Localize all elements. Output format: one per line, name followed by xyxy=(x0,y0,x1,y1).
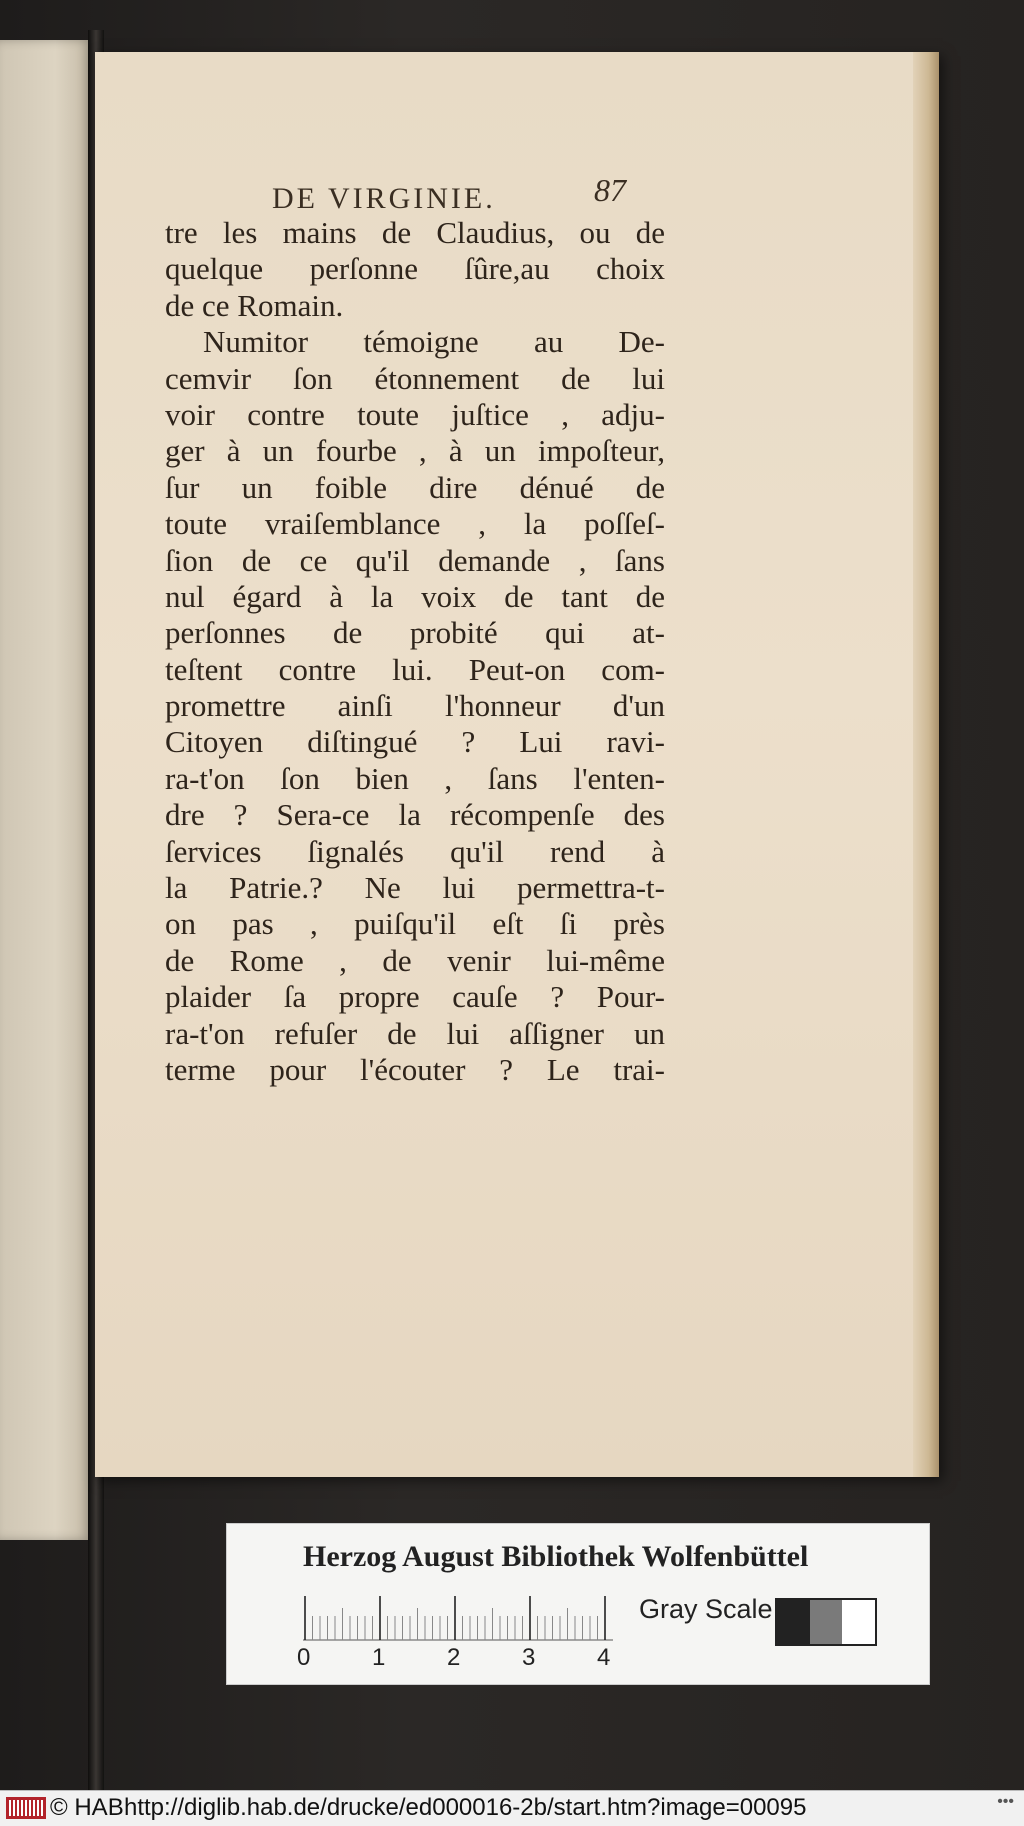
gray-swatch-cell xyxy=(842,1600,875,1644)
text-line: quelque perſonne ſûre,au choix xyxy=(165,251,665,287)
text-line: ſur un foible dire dénué de xyxy=(165,469,665,505)
ruler-number: 3 xyxy=(522,1644,536,1671)
text-line: nul égard à la voix de tant de xyxy=(165,578,665,614)
text-line: terme pour l'écouter ? Le trai- xyxy=(165,1051,665,1087)
color-scale-card xyxy=(226,1523,930,1685)
text-line: voir contre toute juſtice , adju- xyxy=(165,396,665,432)
text-line: la Patrie.? Ne lui permettra-t- xyxy=(165,870,665,906)
hab-logo-icon xyxy=(6,1797,46,1819)
text-line: ſion de ce qu'il demande , ſans xyxy=(165,542,665,578)
text-line: toute vraiſemblance , la poſſeſ- xyxy=(165,506,665,542)
running-head: DE VIRGINIE. xyxy=(272,182,496,215)
page-number: 87 xyxy=(594,172,626,208)
text-line: teſtent contre lui. Peut-on com- xyxy=(165,651,665,687)
text-line: dre ? Sera-ce la récompenſe des xyxy=(165,797,665,833)
text-line: tre les mains de Claudius, ou de xyxy=(165,215,665,250)
text-line: on pas , puiſqu'il eſt ſi près xyxy=(165,906,665,942)
page-text xyxy=(165,215,665,1088)
ruler-number: 0 xyxy=(297,1644,311,1671)
text-line: promettre ainſi l'honneur d'un xyxy=(165,688,665,724)
text-line: ger à un fourbe , à un impoſteur, xyxy=(165,433,665,469)
ruler-number: 2 xyxy=(447,1644,461,1671)
text-line: plaider ſa propre cauſe ? Pour- xyxy=(165,979,665,1015)
page-url-link[interactable]: http://diglib.hab.de/drucke/ed000016-2b/start.htm?image=00095 xyxy=(124,1794,807,1821)
text-line: Citoyen diſtingué ? Lui ravi- xyxy=(165,724,665,760)
ruler xyxy=(303,1594,613,1644)
text-line: ſervices ſignalés qu'il rend à xyxy=(165,833,665,869)
previous-page-edge xyxy=(0,40,92,1540)
gray-scale-label: Gray Scale xyxy=(639,1594,773,1624)
gray-swatch-cell xyxy=(777,1600,810,1644)
text-line: de ce Romain. xyxy=(165,287,344,323)
copyright-text: © HAB xyxy=(50,1794,124,1821)
text-line: cemvir ſon étonnement de lui xyxy=(165,360,665,396)
text-line: ra-t'on ſon bien , ſans l'enten- xyxy=(165,760,665,796)
text-line: de Rome , de venir lui-même xyxy=(165,942,665,978)
gray-scale-swatch xyxy=(775,1598,877,1646)
ruler-number: 1 xyxy=(372,1644,386,1671)
ruler-number: 4 xyxy=(597,1644,611,1671)
gray-swatch-cell xyxy=(810,1600,843,1644)
text-line: Numitor témoigne au De- xyxy=(203,324,665,360)
status-bar xyxy=(0,1790,1024,1826)
more-menu-icon[interactable]: ••• xyxy=(997,1793,1014,1810)
text-line: perſonnes de probité qui at- xyxy=(165,615,665,651)
library-title: Herzog August Bibliothek Wolfenbüttel xyxy=(303,1540,809,1573)
text-line: ra-t'on refuſer de lui aſſigner un xyxy=(165,1015,665,1051)
ruler-numbers xyxy=(297,1644,627,1674)
